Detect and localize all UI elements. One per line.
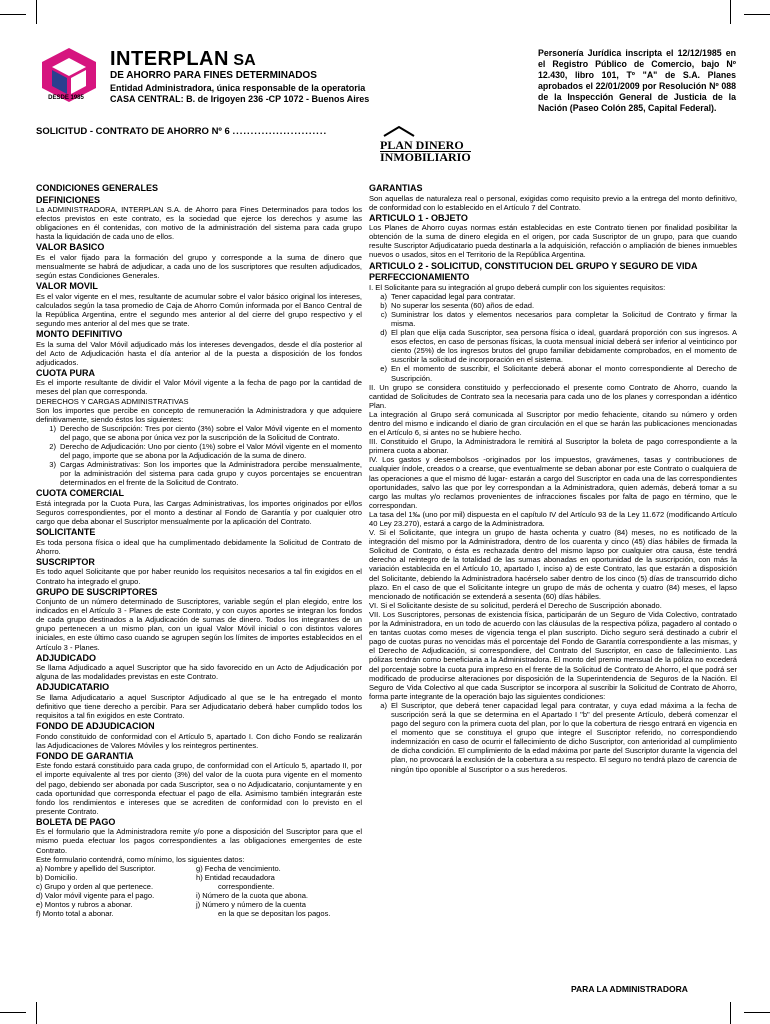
section-heading: MONTO DEFINITIVO: [36, 329, 123, 340]
paragraph: Los Planes de Ahorro cuyas normas están establecidas en este Contrato tienen por finalidad posibilitar la obtención de la suma de dinero elegida en el origen, por cada Suscriptor de un grupo, para que cuando resulte Suscriptor Adjudicatario pueda destinarla a la adquisición, refacción o ampliación de bienes inmuebles nuevos o usados, sitos en el Territorio de la República Argentina.: [369, 223, 737, 260]
section-heading: ADJUDICADO: [36, 652, 97, 663]
paragraph: Es la suma del Valor Móvil adjudicado más los intereses devengados, desde el día posterior al del Acto de Adjudicación hasta el día anterior al de la puesta a disposición de los fondos adjudicados.: [36, 339, 362, 367]
paragraph: Se llama Adjudicatario a aquel Suscriptor Adjudicado al que se le ha entregado el monto definitivo que tiene derecho a percibir. Para ser Adjudicatario deberá haber cumplido todos los requisitos a tal fin exigidos en este Contrato.: [36, 692, 362, 721]
list-letter: a): [380, 291, 387, 301]
list-text: El plan que elija cada Suscriptor, sea persona física o ideal, guardará proporción con sus ingresos. A esos efectos, en caso de personas físicas, la cuota mensual inicial deberá ser inferior al veinticinco por ciento (25%) de los ingresos brutos del grupo familiar debidamente comprobados, en el momento de suscribir la solicitud de incorporación en el sistema.: [391, 328, 737, 365]
list-item: c) Grupo y orden al que pertenece.: [36, 881, 154, 891]
list-number: 2): [49, 441, 56, 451]
section-heading: GRUPO DE SUSCRIPTORES: [36, 586, 158, 597]
brand-title: [110, 48, 256, 71]
paragraph: La ADMINISTRADORA, INTERPLAN S.A. de Ahorro para Fines Determinados para todos los efectos previstos en este contrato, es la sociedad que ejerce los derechos y asume las obligaciones en él contenidas, con motivo de la administración del sistema para cada grupo hasta la liquidación de cada uno de ellos.: [36, 205, 362, 242]
list-item: correspondiente.: [218, 881, 275, 891]
paragraph: Es el valor vigente en el mes, resultante de acumular sobre el valor básico original los intereses, calculados según la tasa promedio de Caja de Ahorro Común informada por el Banco Central de la República Argentina, entre el segundo mes anterior al del cierre del grupo respectivo y el segundo mes anterior al del mes que se trate.: [36, 291, 362, 328]
list-item: en la que se depositan los pagos.: [218, 909, 331, 919]
legal-registration: Personería Jurídica inscripta el 12/12/1985 en el Registro Público de Comercio, bajo Nº 12.430, libro 101, Tº "A" de S.A. Planes aprobados el 22/01/2009 por Resolución Nº 088 de la Inspección General de Justicia de la Nación (Paseo Colón 285, Capital Federal).: [538, 48, 736, 113]
brand-suffix: SA: [233, 52, 256, 69]
paragraph: V. Si el Solicitante, que integra un grupo de hasta ochenta y cuatro (84) meses, no es notificado de la integración del mismo por la Administradora, dentro de los cuarenta y cinco (45) días hábiles de firmada la Solicitud de Contrato, o ésta es rechazada dentro del mismo lapso por cualquier otra causa, éste tendrá derecho al reintegro de la totalidad de las sumas abonadas en oportunidad de la suscripción, con más la variación establecida en el Artículo 10, apartado I, inciso a) de este Contrato, las que estarán a disposición del Solicitante, debiendo la Administradora hacérselo saber dentro de los cinco (5) días de transcurrido dicho plazo. En el caso de que el Solicitante integre un grupo de más de ochenta y cuatro (84) meses, el lapso mencionado de notificación se extenderá a sesenta (60) días hábiles.: [369, 528, 737, 601]
paragraph: III. Constituido el Grupo, la Administradora le remitirá al Suscriptor la boleta de pago correspondiente a la primera cuota a abonar.: [369, 437, 737, 456]
paragraph: Es todo aquel Solicitante que por haber reunido los requisitos necesarios a tal fin exigidos en el Contrato ha integrado el grupo.: [36, 567, 362, 586]
list-text: Suministrar los datos y elementos necesarios para completar la Solicitud de Contrato y firmar la misma.: [391, 309, 737, 328]
signature-label: PARA LA ADMINISTRADORA: [571, 984, 688, 994]
plan-logo-line1: PLAN DINERO: [380, 138, 464, 152]
section-heading: ADJUDICATARIO: [36, 682, 110, 693]
list-text: En el momento de suscribir, el Solicitante deberá abonar el monto correspondiente al Derecho de Suscripción.: [391, 364, 737, 383]
section-heading: CUOTA COMERCIAL: [36, 488, 124, 499]
crop-mark-bottom-left: [0, 1012, 26, 1013]
paragraph: La integración al Grupo será comunicada al Suscriptor por medio fehaciente, citando su número y orden dentro del mismo e indicando el diario de gran circulación en el que se harán las publicaciones mencionadas en el Artículo 6, si antes no se hubiere hecho.: [369, 409, 737, 438]
paragraph: Son los importes que percibe en concepto de remuneración la Administradora y que adquiere definitivamente, siendo éstos los siguientes:: [36, 405, 362, 424]
paragraph: Es toda persona física o ideal que ha cumplimentado debidamente la Solicitud de Contrato de Ahorro.: [36, 537, 362, 556]
list-letter: b): [380, 300, 387, 310]
paragraph: La tasa del 1‰ (uno por mil) dispuesta en el capítulo IV del Artículo 93 de la Ley 11.672 (modificando Artículo 40 Ley 23.270), estará a cargo de la Administradora.: [369, 509, 737, 528]
paragraph: I. El Solicitante para su integración al grupo deberá cumplir con los siguientes requisitos:: [369, 282, 666, 292]
list-item: f) Monto total a abonar.: [36, 909, 114, 919]
list-item: g) Fecha de vencimiento.: [196, 863, 281, 873]
paragraph: Es el valor fijado para la formación del grupo y corresponde a la suma de dinero que mensualmente se habrá de adjudicar, a cada uno de los suscriptores que resulten adjudicados, según estas Condiciones Generales.: [36, 252, 362, 281]
list-item: [36, 460, 362, 487]
plan-logo-roof-icon: [382, 124, 416, 138]
list-text: No superar los sesenta (60) años de edad.: [391, 300, 535, 310]
plan-logo-line2: INMOBILIARIO: [380, 150, 471, 164]
section-heading: BOLETA DE PAGO: [36, 816, 116, 827]
list-number: 1): [49, 423, 56, 433]
section-heading: DEFINICIONES: [36, 194, 101, 205]
contract-number-blank: ..........................: [232, 126, 328, 137]
section-heading: VALOR MOVIL: [36, 281, 98, 292]
paragraph: Está integrada por la Cuota Pura, las Cargas Administrativas, los importes originados por el/los Seguros correspondientes, por el monto a destinar al Fondo de Garantía y por cualquier otro cargo que deba abonar el Suscriptor mensualmente por la aplicación del Contrato.: [36, 498, 362, 527]
list-letter: e): [380, 364, 387, 374]
crop-mark-bottom-right: [744, 1012, 770, 1013]
crop-mark-bottom-right-v: [730, 1002, 731, 1024]
paragraph: VII. Los Suscriptores, personas de existencia física, participarán de un Seguro de Vida Colectivo, contratado por la Administradora, en un todo de acuerdo con las cláusulas de la respectiva póliza, pagadero al contado o en tantas cuotas como meses de vigencia tenga el plan suscripto. Dicho seguro será destinado a cubrir el pago de cuotas puras no vencidas más el porcentaje del Fondo de Garantía correspondiente a las mismas, y el Derecho de Adjudicación, si correspondiere, del Contrato del Suscriptor, en caso de fallecimiento. Las pólizas tendrán como beneficiaria a la Administradora. El monto del premio mensual de la póliza no excederá del porcentaje sobre la cuota pura impreso en el frente de la Solicitud de Contrato de Ahorro, el que podrá ser modificado de producirse alteraciones por disposición de la Superintendencia de Seguros de la Nación. El Seguro de Vida Colectivo al que cada Suscriptor se incorpora al suscribir la Solicitud de Contrato de Ahorro, forma parte integrante de la operación bajo las siguientes condiciones:: [369, 609, 737, 701]
section-heading: FONDO DE ADJUDICACION: [36, 721, 155, 732]
section-heading: VALOR BASICO: [36, 242, 105, 253]
right-column: [369, 182, 737, 774]
contract-title: SOLICITUD - CONTRATO DE AHORRO Nº 6: [36, 126, 230, 137]
section-heading: CONDICIONES GENERALES: [36, 183, 159, 193]
paragraph: Este fondo estará constituido para cada grupo, de conformidad con el Artículo 5, apartado II, por el importe equivalente al tres por ciento (3%) del valor de la cuota pura vigente en el momento del pago, debiendo ser abonada por cada Suscriptor, sea o no Adjudicatario, conjuntamente y en cada oportunidad que corresponda efectuar el pago de ella. Asimismo también integrarán este fondo los rendimientos e intereses que se acrediten de conformidad con lo previsto en el presente Contrato.: [36, 761, 362, 816]
list-item: e) Montos y rubros a abonar.: [36, 900, 133, 910]
paragraph: II. Un grupo se considera constituido y perfeccionado el presente como Contrato de Ahorro, cuando la cantidad de Solicitudes de Contrato sea la necesaria para cada uno de los planes y correspondan a idéntico Plan.: [369, 382, 737, 410]
paragraph: Este formulario contendrá, como mínimo, los siguientes datos:: [36, 854, 245, 864]
list-text: Derecho de Adjudicación: Uno por ciento (1%) sobre el Valor Móvil vigente en el momento del pago, importe que se abona por la Adjudicación de la suma de dinero.: [60, 441, 362, 461]
section-heading: SUSCRIPTOR: [36, 556, 95, 567]
list-item: b) Domicilio.: [36, 872, 78, 882]
paragraph: Es el importe resultante de dividir el Valor Móvil vigente a la fecha de pago por la cantidad de meses del plan que corresponda.: [36, 378, 362, 397]
section-heading: PERFECCIONAMIENTO: [369, 272, 470, 283]
paragraph: Fondo constituido de conformidad con el Artículo 5, apartado I. Con dicho Fondo se realizarán las Adjudicaciones de Valores Móviles y los reintegros pertinentes.: [36, 731, 362, 750]
list-item: [369, 310, 737, 328]
list-number: 3): [49, 460, 56, 470]
contract-number-line: [36, 126, 327, 137]
document-header: [0, 0, 770, 190]
payment-fields-list: [36, 864, 362, 919]
list-item: h) Entidad recaudadora: [196, 872, 275, 882]
paragraph: Se llama Adjudicado a aquel Suscriptor que ha sido favorecido en un Acto de Adjudicación por alguna de las modalidades previstas en este Contrato.: [36, 663, 362, 682]
section-heading: SOLICITANTE: [36, 527, 96, 538]
list-item: i) Número de la cuota que abona.: [196, 891, 309, 901]
section-heading: ARTICULO 2 - SOLICITUD, CONSTITUCION DEL GRUPO Y SEGURO DE VIDA: [369, 260, 698, 271]
paragraph: IV. Los gastos y desembolsos -originados por los impuestos, gravámenes, tasas y contribuciones de cualquier índole, creados o a crearse, que eventualmente se deban abonar por este Contrato o cualquiera de las operaciones a que el mismo dé lugar- estarán a cargo del Suscriptor en cada una de las correspondientes oportunidades, salvo las que por ley correspondan a la Administradora, quien además, deberá tomar a su cargo las multas y/o reclamos provenientes de infracciones fiscales por falta de pago en término, que le correspondan.: [369, 455, 737, 510]
list-item: [369, 364, 737, 382]
entity-text: Entidad Administradora, única responsable de la operatoria: [110, 83, 366, 93]
list-letter: a): [380, 700, 387, 710]
list-item: a) Nombre y apellido del Suscriptor.: [36, 863, 156, 873]
list-item: [369, 328, 737, 364]
paragraph: Conjunto de un número determinado de Suscriptores, variable según el plan elegido, entre los indicados en el Artículo 3 - Planes de este Contrato, y con cuyos aportes se integran los fondos de cada grupo destinados a la Adjudicación de sumas de dinero. Todos los integrantes de un grupo pertenecen a un mismo plan, con un igual Valor Móvil inicial o con distintos valores iniciales, en este último caso cuando se agrupen según los límites de importes establecidos en el Artículo 3 - Planes.: [36, 597, 362, 652]
list-item: [36, 424, 362, 442]
list-text: El Suscriptor, que deberá tener capacidad legal para contratar, y cuya edad máxima a la fecha de suscripción será la que se determina en el Apartado I "b" del presente Artículo, deberá comenzar el pago del seguro con la primera cuota del plan, por lo que la cobertura de riesgo entrará en vigencia en el momento que se constituya el grupo que integre el Suscriptor referido, no correspondiendo indemnización en caso de ocurrir el fallecimiento de dicho Suscriptor, con anterioridad al cumplimiento de dicha condición. El cumplimiento de la edad máxima por parte del Suscriptor durante la vigencia del plan, no provocará la exclusión de la cobertura a su respecto. El seguro no tendrá plazo de carencia de ningún tipo oponible al Suscriptor o a sus herederos.: [391, 700, 737, 774]
brand-name: INTERPLAN: [110, 48, 229, 70]
left-column: [36, 182, 362, 918]
list-item: [36, 442, 362, 460]
list-item: [369, 701, 737, 774]
list-text: Cargas Administrativas: Son los importes que la Administradora percibe mensualmente, por la administración del sistema para cada grupo y cuyos porcentajes se encuentran determinados en el frente de la Solicitud de Contrato.: [60, 460, 362, 488]
brand-tagline: DE AHORRO PARA FINES DETERMINADOS: [110, 70, 317, 81]
list-text: Tener capacidad legal para contratar.: [391, 291, 516, 301]
section-heading: ARTICULO 1 - OBJETO: [369, 212, 468, 223]
paragraph: Es el formulario que la Administradora remite y/o pone a disposición del Suscriptor para que el mismo pueda efectuar los pagos correspondientes a las obligaciones emergentes de este Contrato.: [36, 827, 362, 855]
list-text: Derecho de Suscripción: Tres por ciento (3%) sobre el Valor Móvil vigente en el momento del pago, que se abona por única vez por la suscripción de la Solicitud de Contrato.: [60, 423, 362, 442]
list-item: j) Número y número de la cuenta: [196, 900, 306, 910]
section-heading: CUOTA PURA: [36, 367, 95, 378]
list-item: d) Valor móvil vigente para el pago.: [36, 891, 155, 901]
paragraph: Son aquellas de naturaleza real o personal, exigidas como requisito previo a la entrega del monto definitivo, de conformidad con lo establecido en el Artículo 7 del Contrato.: [369, 193, 737, 212]
list-item: [369, 292, 737, 301]
crop-mark-bottom-left-v: [36, 1002, 37, 1024]
plan-logo: [380, 140, 471, 163]
list-item: [369, 301, 737, 310]
list-letter: d): [380, 328, 387, 338]
subheading: DERECHOS Y CARGAS ADMINISTRATIVAS: [36, 396, 189, 406]
paragraph: VI. Si el Solicitante desiste de su solicitud, perderá el Derecho de Suscripción abonado.: [369, 600, 662, 610]
section-heading: GARANTIAS: [369, 183, 423, 193]
list-letter: c): [380, 309, 387, 319]
section-heading: FONDO DE GARANTIA: [36, 750, 134, 761]
address-text: CASA CENTRAL: B. de Irigoyen 236 -CP 1072 - Buenos Aires: [110, 94, 370, 104]
since-label: DESDE 1985: [48, 95, 84, 101]
